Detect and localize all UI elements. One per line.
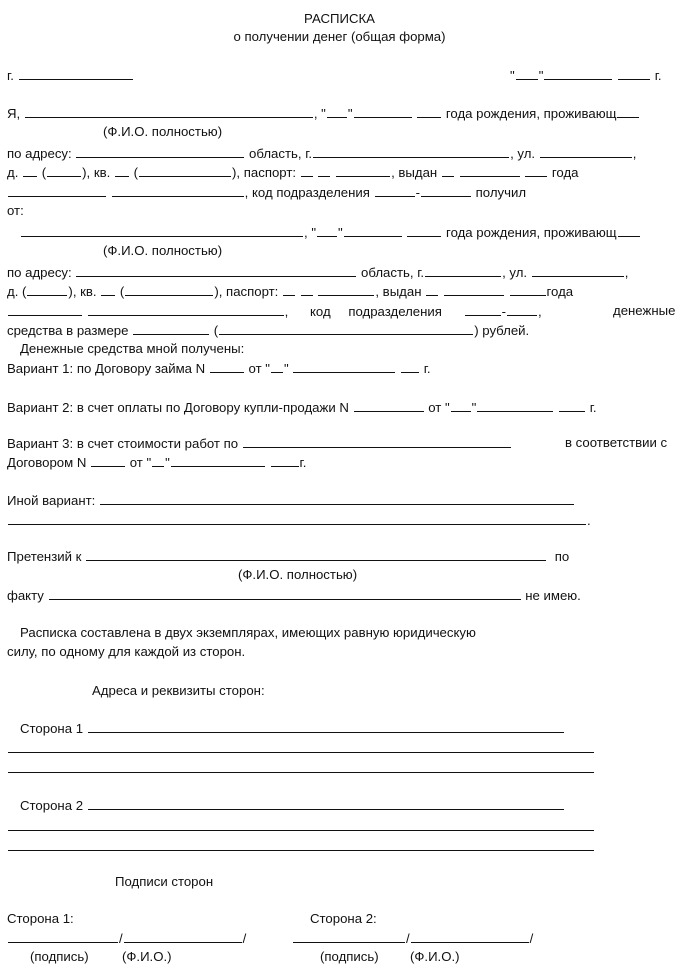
side2-fio-blank[interactable]	[411, 930, 529, 943]
party1-address-line: по адресу: область, г. , ул. ,	[7, 146, 637, 161]
side2-requisites-line-2	[7, 818, 595, 835]
party2-code-part1[interactable]	[465, 303, 501, 316]
variant3-line: Вариант 3: в счет стоимости работ по в соответствии с	[7, 435, 668, 451]
side1-fio-hint: (Ф.И.О.)	[122, 949, 172, 964]
month-blank[interactable]	[544, 67, 612, 80]
party2-issue-year[interactable]	[510, 283, 546, 296]
variant3-number[interactable]	[91, 454, 125, 467]
side1-sign-hint: (подпись)	[30, 949, 89, 964]
requisites-heading: Адреса и реквизиты сторон:	[92, 683, 265, 698]
side2-requisites-blank1[interactable]	[88, 797, 564, 810]
side1-requisites-line-2	[7, 740, 595, 757]
party1-passport-number[interactable]	[336, 164, 390, 177]
claims-fio-hint: (Ф.И.О. полностью)	[238, 567, 358, 582]
city-blank[interactable]	[19, 67, 133, 80]
party1-code-part1[interactable]	[375, 184, 415, 197]
side2-requisites-line: Сторона 2	[20, 797, 565, 814]
side2-requisites-blank3[interactable]	[8, 838, 594, 851]
party2-issuer-blank1[interactable]	[8, 303, 82, 316]
party2-flat-words-blank[interactable]	[125, 283, 213, 296]
party1-issuer-blank2[interactable]	[112, 184, 244, 197]
claims-line: Претензий к по	[7, 549, 570, 564]
party2-issue-month[interactable]	[444, 283, 504, 296]
side2-requisites-blank2[interactable]	[8, 818, 594, 831]
amount-line: средства в размере ( ) рублей.	[7, 323, 530, 338]
party2-address-line: по адресу: область, г. , ул. ,	[7, 265, 629, 280]
received-heading: Денежные средства мной получены:	[20, 341, 245, 356]
party1-gender-ending[interactable]	[617, 105, 639, 118]
variant1-line: Вариант 1: по Договору займа N от " " г.	[7, 361, 431, 376]
party1-flat-blank[interactable]	[115, 164, 129, 177]
other-blank2[interactable]	[8, 512, 586, 525]
amount-words-blank[interactable]	[219, 322, 473, 335]
party2-region-blank[interactable]	[76, 264, 356, 277]
party1-house-line: д. ( ), кв. ( ), паспорт: , выдан года	[7, 165, 579, 180]
party1-region-blank[interactable]	[76, 145, 244, 158]
party1-flat-words-blank[interactable]	[139, 164, 231, 177]
party2-fio-blank[interactable]	[21, 224, 303, 237]
side2-signature-blank[interactable]	[293, 930, 405, 943]
party1-house-words-blank[interactable]	[47, 164, 81, 177]
signature-side2-lines: / /	[292, 930, 533, 947]
party1-issue-day[interactable]	[442, 164, 454, 177]
side1-requisites-line: Сторона 1	[20, 720, 565, 737]
party1-house-blank[interactable]	[23, 164, 37, 177]
party2-gender-ending[interactable]	[618, 224, 640, 237]
variant2-year[interactable]	[559, 399, 585, 412]
from-label: от:	[7, 203, 24, 218]
document-title: РАСПИСКА	[304, 11, 375, 26]
statement-line-2: силу, по одному для каждой из сторон.	[7, 644, 246, 659]
party2-issuer-line: , код подразделения - , денежные	[7, 303, 672, 320]
party2-name-line: , " " года рождения, проживающ	[20, 224, 641, 241]
fact-line: факту не имею.	[7, 588, 581, 603]
variant3-month[interactable]	[171, 454, 265, 467]
party1-fio-hint: (Ф.И.О. полностью)	[103, 124, 223, 139]
party1-city-blank[interactable]	[313, 145, 509, 158]
side1-requisites-line-3	[7, 760, 595, 777]
party2-flat-blank[interactable]	[101, 283, 115, 296]
party1-issuer-line: , код подразделения - получил	[7, 184, 526, 201]
party1-name-line: Я, , " " года рождения, проживающ	[7, 105, 640, 122]
variant3-day[interactable]	[152, 454, 164, 467]
statement-line-1: Расписка составлена в двух экземплярах, имеющих равную юридическую	[20, 625, 476, 640]
party1-birth-year[interactable]	[417, 105, 441, 118]
other-line: Иной вариант:	[7, 492, 575, 509]
year-blank[interactable]	[618, 67, 650, 80]
signature-side1-label: Сторона 1:	[7, 911, 74, 926]
side2-requisites-line-3	[7, 838, 595, 855]
party1-issue-year[interactable]	[525, 164, 547, 177]
side2-sign-hint: (подпись)	[320, 949, 379, 964]
signatures-heading: Подписи сторон	[115, 874, 214, 889]
party2-code-part2[interactable]	[507, 303, 537, 316]
date-line: " " г.	[510, 68, 662, 83]
party2-birth-day[interactable]	[317, 224, 337, 237]
party2-passport-number[interactable]	[318, 283, 374, 296]
party1-passport-series1[interactable]	[301, 164, 313, 177]
party1-issuer-blank1[interactable]	[8, 184, 106, 197]
variant1-day[interactable]	[271, 360, 283, 373]
claims-fio-blank[interactable]	[86, 548, 546, 561]
side2-fio-hint: (Ф.И.О.)	[410, 949, 460, 964]
variant1-number[interactable]	[210, 360, 244, 373]
amount-digits-blank[interactable]	[133, 322, 209, 335]
day-blank[interactable]	[516, 67, 538, 80]
party1-birth-day[interactable]	[327, 105, 347, 118]
party2-city-blank[interactable]	[425, 264, 501, 277]
variant3-contract-line: Договором N от " " г.	[7, 455, 307, 470]
fact-blank[interactable]	[49, 587, 521, 600]
party1-street-blank[interactable]	[540, 145, 632, 158]
signature-side1-lines: / /	[7, 930, 246, 947]
variant2-number[interactable]	[354, 399, 424, 412]
party2-house-blank[interactable]	[27, 283, 67, 296]
party1-passport-series2[interactable]	[318, 164, 330, 177]
variant1-month[interactable]	[293, 360, 395, 373]
party2-passport-series1[interactable]	[283, 283, 295, 296]
side1-requisites-blank3[interactable]	[8, 760, 594, 773]
party2-street-blank[interactable]	[532, 264, 624, 277]
party2-birth-month[interactable]	[344, 224, 402, 237]
signature-side2-label: Сторона 2:	[310, 911, 377, 926]
party1-birth-month[interactable]	[354, 105, 412, 118]
party2-issue-day[interactable]	[426, 283, 438, 296]
variant2-month[interactable]	[477, 399, 553, 412]
side1-signature-blank[interactable]	[8, 930, 118, 943]
party2-passport-series2[interactable]	[301, 283, 313, 296]
side1-requisites-blank2[interactable]	[8, 740, 594, 753]
variant1-year[interactable]	[401, 360, 419, 373]
variant3-year[interactable]	[271, 454, 299, 467]
variant2-line: Вариант 2: в счет оплаты по Договору купли-продажи N от " " г.	[7, 400, 597, 415]
party2-issuer-blank2[interactable]	[88, 303, 284, 316]
party2-fio-hint: (Ф.И.О. полностью)	[103, 243, 223, 258]
other-line-2: .	[7, 512, 591, 529]
other-blank1[interactable]	[100, 492, 574, 505]
party1-issue-month[interactable]	[460, 164, 520, 177]
side1-fio-blank[interactable]	[124, 930, 242, 943]
side1-requisites-blank1[interactable]	[88, 720, 564, 733]
document-subtitle: о получении денег (общая форма)	[233, 29, 446, 44]
party1-code-part2[interactable]	[421, 184, 471, 197]
party2-birth-year[interactable]	[407, 224, 441, 237]
city-line: г.	[7, 67, 134, 84]
party2-house-line: д. ( ), кв. ( ), паспорт: , выдан года	[7, 284, 574, 299]
variant3-works-blank[interactable]	[243, 435, 511, 448]
party1-fio-blank[interactable]	[25, 105, 313, 118]
variant2-day[interactable]	[451, 399, 471, 412]
